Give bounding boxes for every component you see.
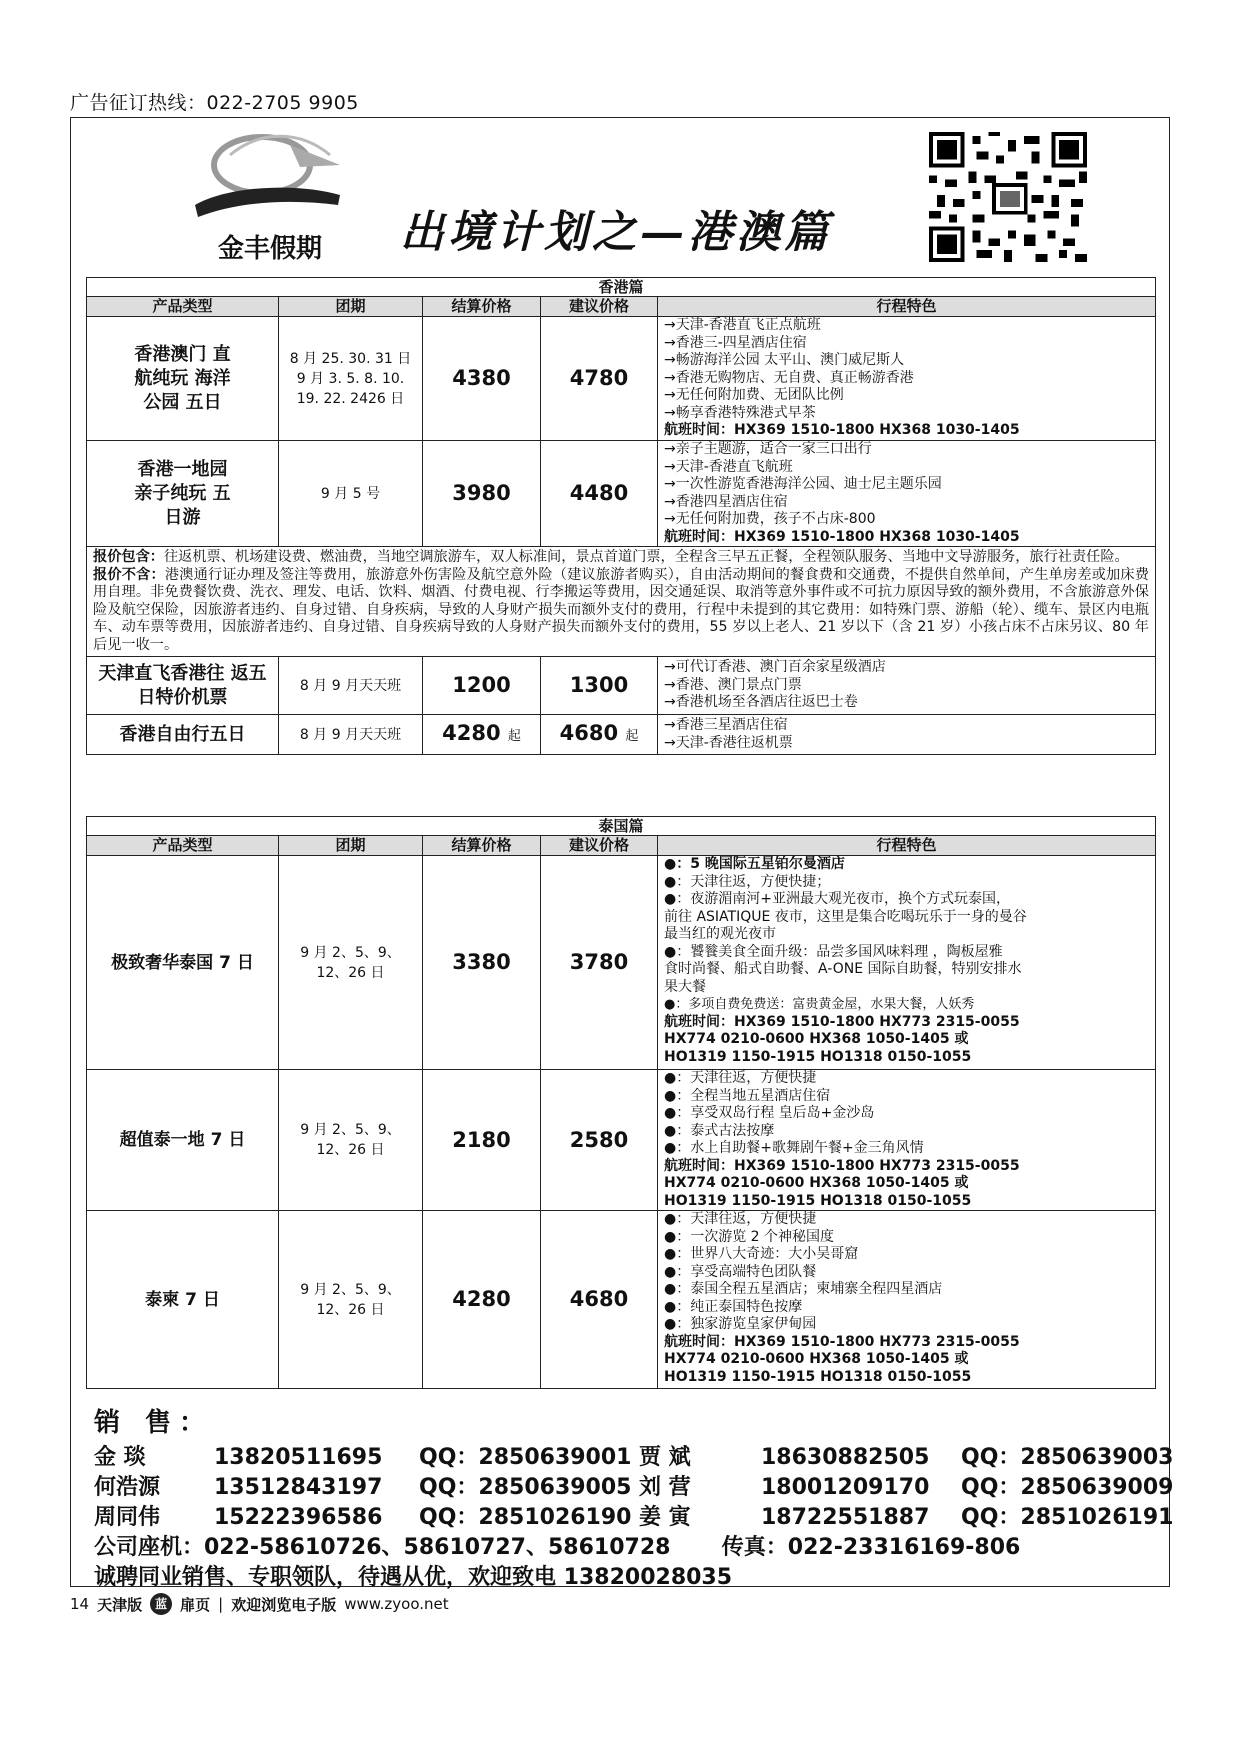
features [658, 715, 1156, 755]
edition-label: 天津版 [97, 1595, 143, 1614]
exclude-text: 港澳通行证办理及签注等费用，旅游意外伤害险及航空意外险（建议旅游者购买），自由活动期间的餐食费和交通费，不提供自然单间，产生单房差或加床费用自理。非免费餐饮费、洗衣、理发、电话、饮料、烟酒、付费电视、行李搬运等费用，因交通延误、取消等意外事件或不可抗力原因导致的额外费用，不含旅游意外保险及航空保险，因旅游者违约、自身过错、自身疾病，导致的人身财产损失而额外支付的费用，行程中未提到的其它费用：如特殊门票、游船（轮）、缆车、景区内电瓶车、动车票等费用，因旅游者违约、自身过错、自身疾病导致的人身财产损失而额外支付的费用，55 岁以上老人、21 岁以下（含 21 岁）小孩占床不占床另议、80 年后见一收一。 [93, 566, 1149, 653]
feature-line: →天津-香港往返机票 [664, 734, 793, 751]
feature-line: →香港三-四星酒店住宿 [664, 334, 807, 351]
page-footer [70, 1593, 449, 1615]
feature-line: →可代订香港、澳门百余家星级酒店 [664, 659, 886, 676]
sales-qq: QQ：2851026191 [961, 1505, 1174, 1530]
product-dates: 8 月 25. 30. 31 日 9 月 3. 5. 8. 10. 19. 22. 2426 日 [279, 317, 423, 441]
features [658, 1211, 1156, 1389]
flight-times: HX774 0210-0600 HX368 1050-1405 或 [664, 1175, 969, 1191]
col-suggest-price: 建议价格 [541, 836, 658, 856]
settle-price: 1200 [423, 657, 541, 715]
feature-line: ●：夜游湄南河+亚洲最大观光夜市，换个方式玩泰国， [664, 891, 1010, 907]
sales-phone: 13820511695 [214, 1445, 383, 1470]
feature-line: 前往 ASIATIQUE 夜市，这里是集合吃喝玩乐于一身的曼谷 [664, 908, 1027, 925]
fax: 传真：022-23316169-806 [721, 1535, 1021, 1560]
landline: 公司座机：022-58610726、58610727、58610728 [94, 1535, 671, 1560]
settle-price: 4280 [442, 720, 501, 745]
product-dates: 8 月 9 月天天班 [279, 657, 423, 715]
product-dates: 8 月 9 月天天班 [279, 715, 423, 755]
col-product-type: 产品类型 [87, 297, 279, 317]
settle-price: 4280 [423, 1211, 541, 1389]
features [658, 317, 1156, 441]
feature-line: ●：世界八大奇迹：大小吴哥窟 [664, 1246, 859, 1262]
feature-line: ●：全程当地五星酒店住宿 [664, 1087, 831, 1104]
sales-phone: 15222396586 [214, 1505, 383, 1530]
sales-row [94, 1473, 1174, 1503]
settle-price: 4380 [423, 317, 541, 441]
brand-name: 金丰假期 [218, 234, 323, 264]
product-name: 泰柬 7 日 [87, 1211, 279, 1389]
feature-line: ●：纯正泰国特色按摩 [664, 1298, 803, 1315]
table-row [87, 715, 1156, 755]
sales-qq: QQ：2850639009 [961, 1475, 1174, 1500]
flight-times: HO1319 1150-1915 HO1318 0150-1055 [664, 1192, 972, 1209]
suggest-price: 1300 [541, 657, 658, 715]
flight-times: 航班时间：HX369 1510-1800 HX773 2315-0055 [664, 1157, 1020, 1174]
product-name: 香港一地园 亲子纯玩 五日游 [87, 441, 279, 547]
col-dates: 团期 [279, 297, 423, 317]
feature-line: →天津-香港直飞航班 [664, 458, 793, 475]
settle-price-cell [423, 715, 541, 755]
sales-name: 何浩源 [94, 1475, 161, 1500]
feature-line: →香港、澳门景点门票 [664, 676, 802, 693]
sales-phone: 13512843197 [214, 1475, 383, 1500]
sales-heading: 销 售： [94, 1408, 214, 1438]
sales-section [94, 1402, 1174, 1593]
sales-row [94, 1443, 1174, 1473]
flight-times: HO1319 1150-1915 HO1318 0150-1055 [664, 1048, 972, 1065]
sales-phone: 18001209170 [761, 1475, 930, 1500]
sales-name: 周同伟 [94, 1505, 161, 1530]
sales-qq: QQ：2850639001 [419, 1445, 632, 1470]
table-row [87, 657, 1156, 715]
product-dates: 9 月 2、5、9、 12、26 日 [279, 1211, 423, 1389]
feature-line: →畅游海洋公园 太平山、澳门威尼斯人 [664, 352, 905, 368]
sales-qq: QQ：2850639005 [419, 1475, 632, 1500]
include-text: 往返机票、机场建设费、燃油费，当地空调旅游车，双人标准间，景点首道门票，全程含三早五正餐，全程领队服务、当地中文导游服务，旅行社责任险。 [163, 549, 1129, 565]
feature-line: 食时尚餐、船式自助餐、A-ONE 国际自助餐，特别安排水 [664, 961, 1022, 977]
feature-line: ●：享受高端特色团队餐 [664, 1263, 817, 1280]
table-row [87, 317, 1156, 441]
feature-line: ●：水上自助餐+歌舞剧午餐+金三角风情 [664, 1140, 924, 1156]
th-section-title: 泰国篇 [87, 817, 1156, 836]
col-product-type: 产品类型 [87, 836, 279, 856]
edition-badge-icon: 蓝 [150, 1593, 172, 1615]
product-name: 香港澳门 直航纯玩 海洋公园 五日 [87, 317, 279, 441]
feature-line: →香港四星酒店住宿 [664, 493, 788, 510]
table-row [87, 856, 1156, 1070]
suggest-price: 4780 [541, 317, 658, 441]
feature-line: 最当红的观光夜市 [664, 926, 776, 942]
sales-qq: QQ：2850639003 [961, 1445, 1174, 1470]
flight-times: 航班时间：HX369 1510-1800 HX773 2315-0055 [664, 1333, 1020, 1350]
footer-slogan: 欢迎浏览电子版 [231, 1595, 337, 1614]
flight-times: 航班时间：HX369 1510-1800 HX368 1030-1405 [664, 528, 1020, 545]
feature-line: ●：5 晚国际五星铂尔曼酒店 [664, 856, 845, 872]
feature-line: ●：天津往返，方便快捷； [664, 873, 831, 890]
sales-phone: 18630882505 [761, 1445, 930, 1470]
section-name: 扉页 [180, 1595, 211, 1614]
hk-table [86, 277, 1156, 755]
exclude-label: 报价不含： [93, 566, 165, 583]
product-dates: 9 月 2、5、9、 12、26 日 [279, 1070, 423, 1211]
flight-times: HX774 0210-0600 HX368 1050-1405 或 [664, 1351, 969, 1367]
include-label: 报价包含： [93, 549, 164, 565]
suggest-price: 4680 [559, 720, 619, 745]
col-settle-price: 结算价格 [423, 836, 541, 856]
flight-times: 航班时间：HX369 1510-1800 HX773 2315-0055 [664, 1013, 1020, 1030]
price-from-label: 起 [625, 728, 639, 744]
footer-separator: | [218, 1595, 224, 1613]
product-name: 极致奢华泰国 7 日 [87, 856, 279, 1070]
footer-url[interactable]: www.zyoo.net [344, 1595, 449, 1613]
table-row [87, 547, 1156, 657]
sales-name: 贾 斌 [639, 1445, 691, 1470]
feature-line: ●：泰国全程五星酒店；柬埔寨全程四星酒店 [664, 1281, 943, 1297]
feature-line: →一次性游览香港海洋公园、迪士尼主题乐园 [664, 476, 942, 492]
suggest-price: 2580 [541, 1070, 658, 1211]
ad-hotline: 广告征订热线：022-2705 9905 [70, 92, 359, 114]
th-table [86, 816, 1156, 1389]
feature-line: ●：享受双岛行程 皇后岛+金沙岛 [664, 1105, 875, 1121]
settle-price: 2180 [423, 1070, 541, 1211]
features [658, 657, 1156, 715]
col-features: 行程特色 [658, 297, 1156, 317]
feature-line: ●：多项自费免费送：富贵黄金屋，水果大餐，人妖秀 [664, 997, 975, 1012]
suggest-price: 3780 [541, 856, 658, 1070]
flight-times: HO1319 1150-1915 HO1318 0150-1055 [664, 1368, 972, 1385]
col-settle-price: 结算价格 [423, 297, 541, 317]
settle-price: 3380 [423, 856, 541, 1070]
flight-times: HX774 0210-0600 HX368 1050-1405 或 [664, 1031, 969, 1047]
features [658, 441, 1156, 547]
feature-line: →香港机场至各酒店往返巴士卷 [664, 694, 858, 711]
recruit-line: 诚聘同业销售、专职领队，待遇从优，欢迎致电 13820028035 [94, 1565, 733, 1590]
product-dates: 9 月 2、5、9、 12、26 日 [279, 856, 423, 1070]
suggest-price: 4680 [541, 1211, 658, 1389]
hk-section-title: 香港篇 [87, 278, 1156, 297]
page-title: 出境计划之—港澳篇 [400, 207, 832, 258]
price-notes [87, 547, 1156, 657]
feature-line: ●：饕餮美食全面升级：品尝多国风味料理 ，陶板屋雅 [664, 943, 1003, 960]
feature-line: →香港三星酒店住宿 [664, 717, 788, 733]
feature-line: ●：天津往返，方便快捷 [664, 1070, 817, 1086]
feature-line: ●：天津往返，方便快捷 [664, 1211, 817, 1227]
product-name: 超值泰一地 7 日 [87, 1070, 279, 1211]
feature-line: 果大餐 [664, 978, 706, 995]
sales-name: 姜 寅 [639, 1505, 691, 1530]
qr-code-icon[interactable] [928, 132, 1088, 262]
product-name: 天津直飞香港往 返五日特价机票 [87, 657, 279, 715]
col-features: 行程特色 [658, 836, 1156, 856]
feature-line: ●：泰式古法按摩 [664, 1122, 775, 1139]
feature-line: →天津-香港直飞正点航班 [664, 317, 821, 333]
feature-line: →香港无购物店、无自费、真正畅游香港 [664, 369, 914, 386]
suggest-price-cell [541, 715, 658, 755]
feature-line: ●：独家游览皇家伊甸园 [664, 1316, 817, 1332]
product-name: 香港自由行五日 [87, 715, 279, 755]
feature-line: →畅享香港特殊港式早茶 [664, 404, 816, 421]
suggest-price: 4480 [541, 441, 658, 547]
flight-times: 航班时间：HX369 1510-1800 HX368 1030-1405 [664, 422, 1020, 438]
feature-line: →无任何附加费、无团队比例 [664, 387, 844, 403]
feature-line: →亲子主题游，适合一家三口出行 [664, 441, 872, 457]
landline-row [94, 1533, 1164, 1563]
feature-line: →无任何附加费，孩子不占床-800 [664, 511, 876, 527]
col-dates: 团期 [279, 836, 423, 856]
table-row [87, 1070, 1156, 1211]
sales-qq: QQ：2851026190 [419, 1505, 632, 1530]
sales-name: 刘 营 [639, 1475, 691, 1500]
sales-row [94, 1503, 1174, 1533]
page-number: 14 [70, 1595, 90, 1613]
product-dates: 9 月 5 号 [279, 441, 423, 547]
col-suggest-price: 建议价格 [541, 297, 658, 317]
price-from-label: 起 [507, 728, 521, 744]
features [658, 856, 1156, 1070]
settle-price: 3980 [423, 441, 541, 547]
table-row [87, 441, 1156, 547]
sales-phone: 18722551887 [761, 1505, 930, 1530]
sales-name: 金 琰 [94, 1445, 146, 1470]
table-row [87, 1211, 1156, 1389]
features [658, 1070, 1156, 1211]
feature-line: ●：一次游览 2 个神秘国度 [664, 1228, 835, 1245]
